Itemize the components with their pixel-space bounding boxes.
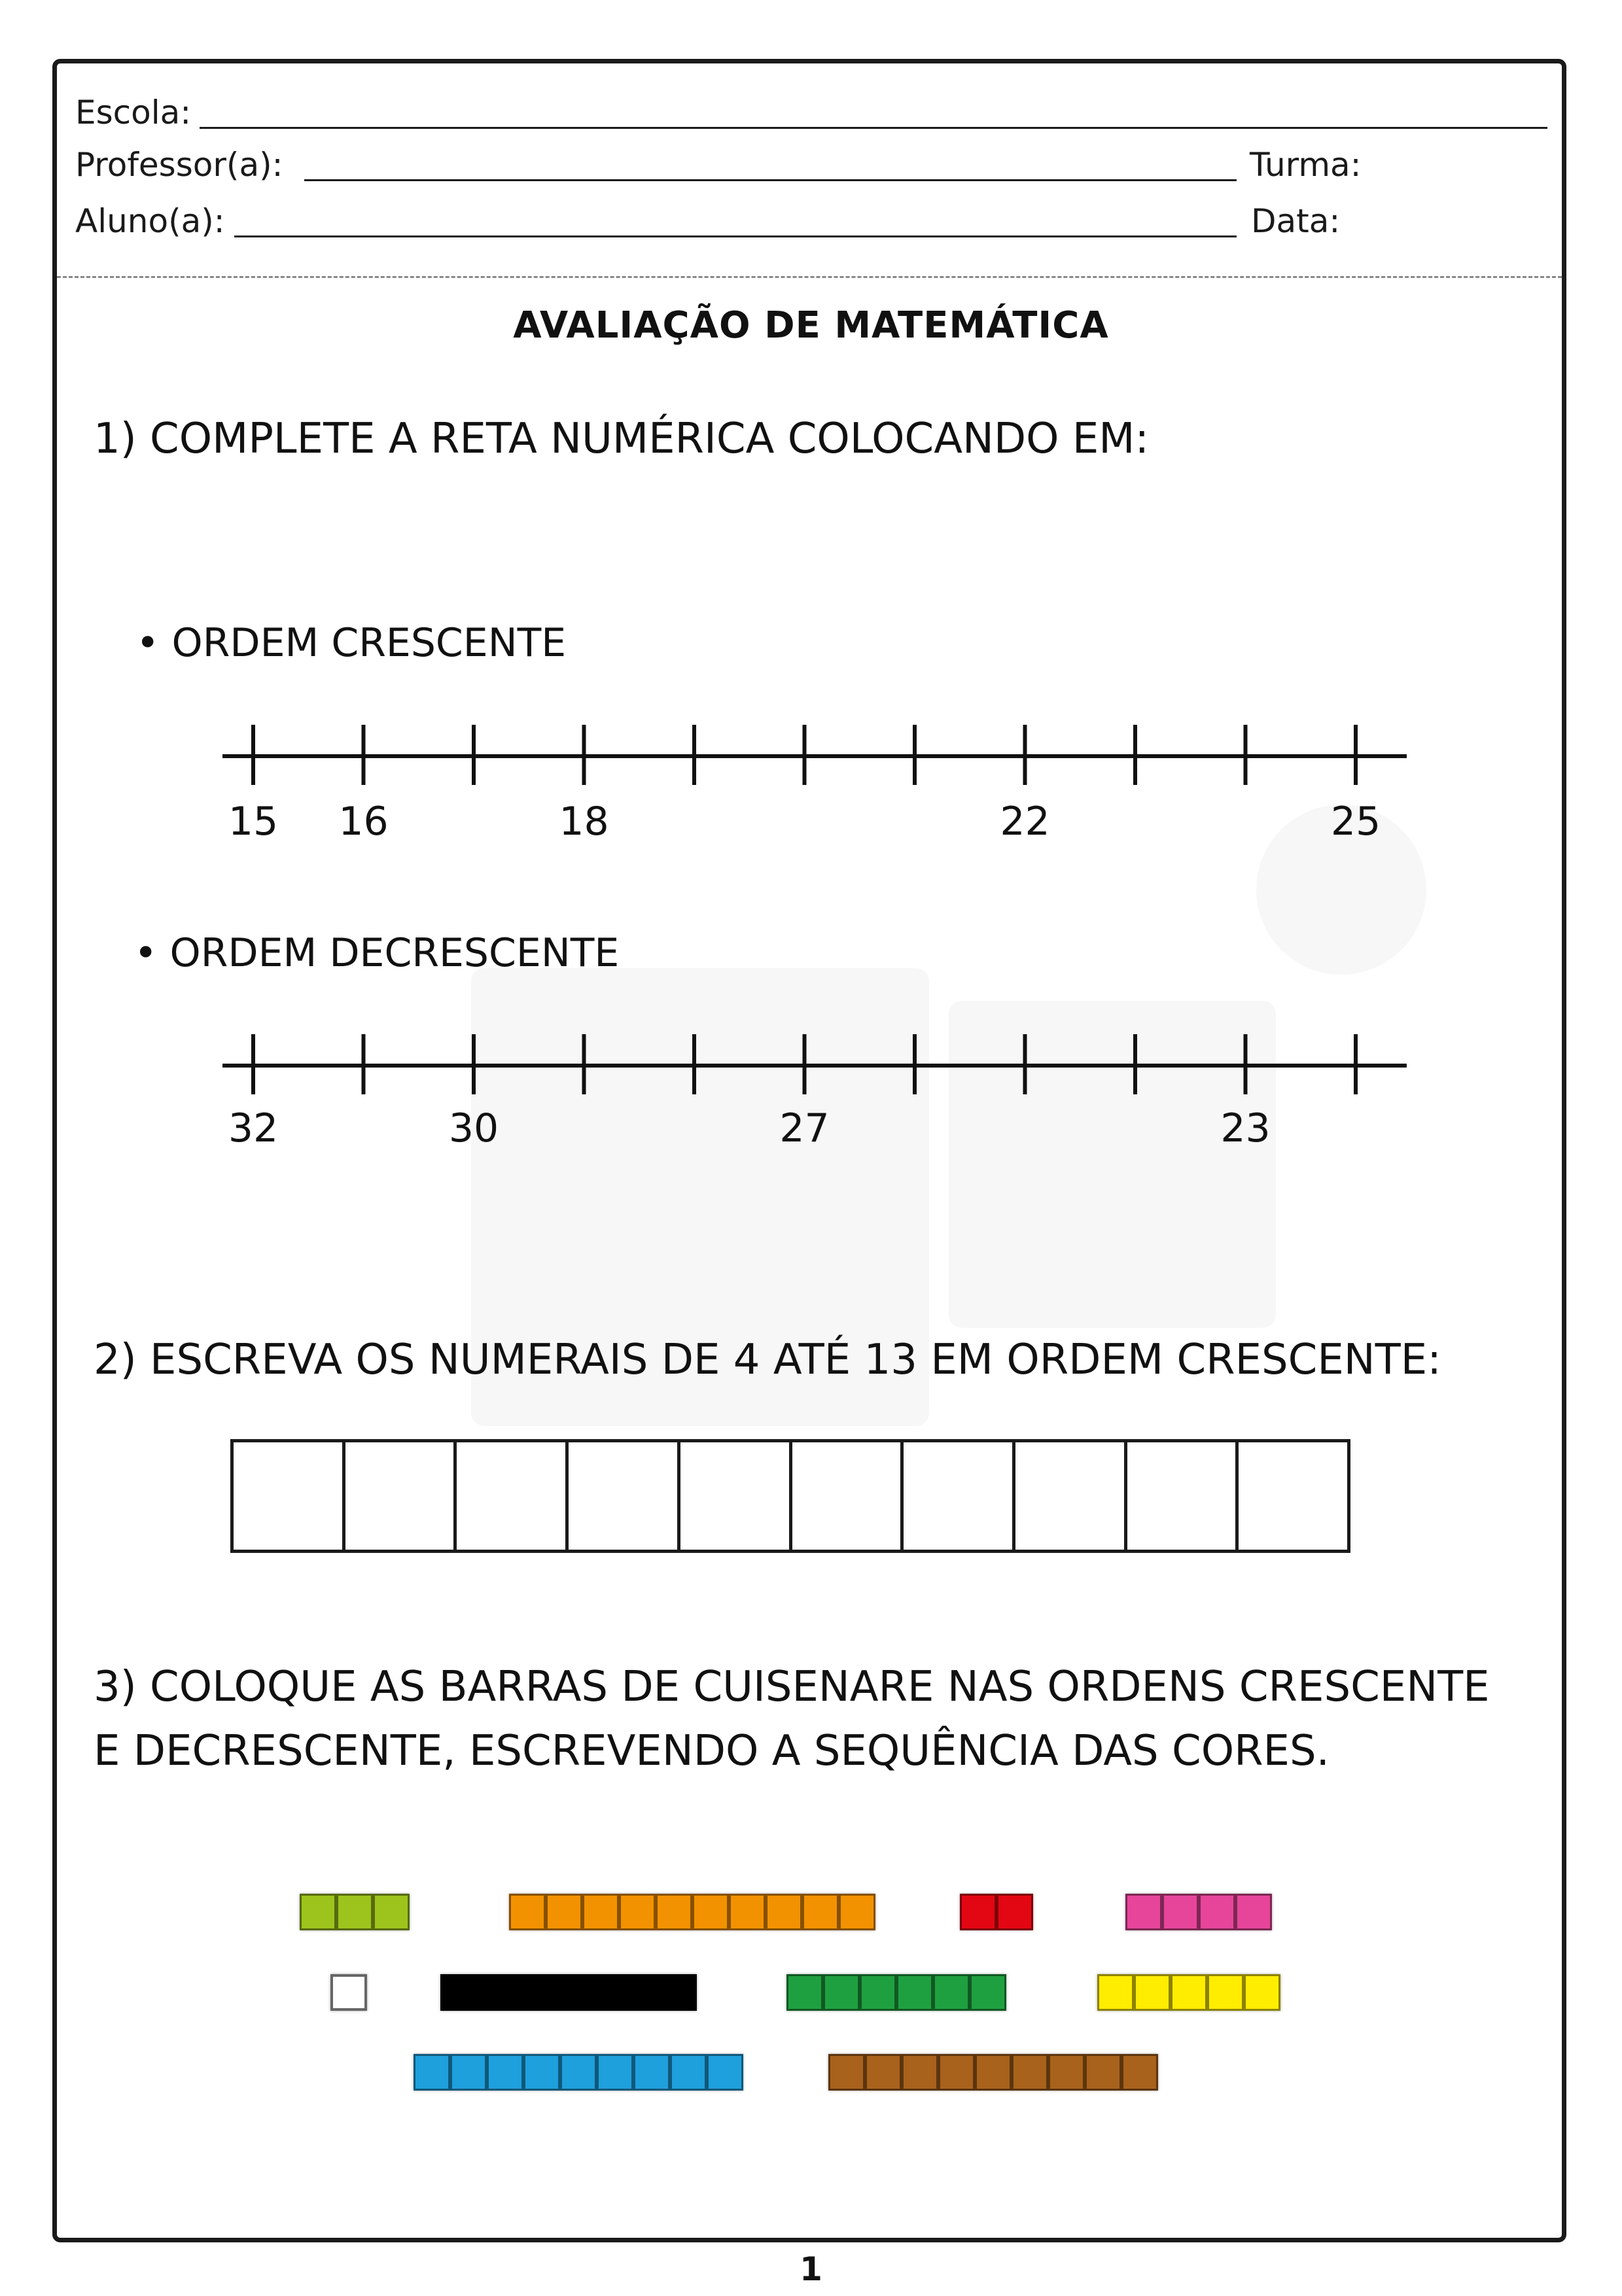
teacher-label: Professor(a): bbox=[75, 146, 283, 184]
light-green-bar bbox=[300, 1894, 410, 1930]
bar-unit bbox=[1207, 1974, 1244, 2011]
bar-unit bbox=[1097, 1974, 1134, 2011]
tick-label: 30 bbox=[448, 1105, 499, 1151]
bar-unit bbox=[1171, 1974, 1207, 2011]
bar-unit bbox=[300, 1894, 336, 1930]
bar-unit bbox=[766, 1894, 802, 1930]
bar-unit bbox=[487, 2054, 523, 2091]
pink-bar bbox=[1125, 1894, 1272, 1930]
bar-unit bbox=[336, 1894, 373, 1930]
bar-unit bbox=[514, 1974, 550, 2011]
bar-unit bbox=[938, 2054, 975, 2091]
blank-number-slot[interactable] bbox=[325, 1105, 403, 1155]
tick-label: 18 bbox=[559, 799, 609, 844]
tick-label: 32 bbox=[228, 1105, 279, 1151]
bar-unit bbox=[839, 1894, 875, 1930]
answer-box[interactable] bbox=[234, 1442, 345, 1550]
student-blank[interactable] bbox=[234, 235, 1237, 237]
bar-unit bbox=[560, 2054, 597, 2091]
bar-unit bbox=[1121, 2054, 1158, 2091]
header-divider bbox=[57, 276, 1562, 278]
bar-unit bbox=[729, 1894, 766, 1930]
bar-unit bbox=[1235, 1894, 1272, 1930]
blank-number-slot[interactable] bbox=[986, 1105, 1065, 1155]
blank-number-slot[interactable] bbox=[875, 1105, 954, 1155]
bar-unit bbox=[1085, 2054, 1121, 2091]
teacher-blank[interactable] bbox=[304, 179, 1237, 181]
question-1-text: 1) COMPLETE A RETA NUMÉRICA COLOCANDO EM: bbox=[94, 415, 1150, 463]
number-line-ascending bbox=[216, 720, 1413, 850]
bar-unit bbox=[582, 1894, 619, 1930]
tick-label: 25 bbox=[1330, 799, 1381, 844]
bar-unit bbox=[656, 1894, 692, 1930]
descending-label: • ORDEM DECRESCENTE bbox=[134, 930, 620, 976]
bar-unit bbox=[1162, 1894, 1199, 1930]
date-label: Data: bbox=[1251, 202, 1341, 240]
answer-box[interactable] bbox=[904, 1442, 1015, 1550]
orange-bar bbox=[509, 1894, 875, 1930]
bar-unit bbox=[660, 1974, 697, 2011]
answer-box[interactable] bbox=[1127, 1442, 1239, 1550]
answer-box[interactable] bbox=[1239, 1442, 1347, 1550]
bar-unit bbox=[970, 1974, 1006, 2011]
bar-unit bbox=[802, 1894, 839, 1930]
tick-label: 15 bbox=[228, 799, 279, 844]
bar-unit bbox=[692, 1894, 729, 1930]
bar-unit bbox=[597, 2054, 633, 2091]
bar-unit bbox=[1199, 1894, 1235, 1930]
blank-number-slot[interactable] bbox=[1207, 799, 1285, 848]
bar-unit bbox=[619, 1894, 656, 1930]
question-3-line-1: 3) COLOQUE AS BARRAS DE CUISENARE NAS ORDENS CRESCENTE bbox=[94, 1663, 1490, 1711]
bar-unit bbox=[450, 2054, 487, 2091]
bar-unit bbox=[546, 1894, 582, 1930]
blank-number-slot[interactable] bbox=[655, 799, 733, 848]
white-bar bbox=[330, 1974, 367, 2011]
bar-unit bbox=[860, 1974, 896, 2011]
bar-unit bbox=[523, 2054, 560, 2091]
blank-number-slot[interactable] bbox=[1096, 1105, 1174, 1155]
black-bar bbox=[440, 1974, 697, 2011]
tick-label: 16 bbox=[338, 799, 389, 844]
bar-unit bbox=[1125, 1894, 1162, 1930]
answer-box[interactable] bbox=[569, 1442, 680, 1550]
answer-grid bbox=[230, 1439, 1350, 1553]
brown-bar bbox=[828, 2054, 1158, 2091]
school-label: Escola: bbox=[75, 94, 192, 131]
student-label: Aluno(a): bbox=[75, 202, 225, 240]
blue-bar bbox=[414, 2054, 743, 2091]
bar-unit bbox=[373, 1894, 410, 1930]
blank-number-slot[interactable] bbox=[434, 799, 513, 848]
bar-unit bbox=[414, 2054, 450, 2091]
bar-unit bbox=[587, 1974, 624, 2011]
class-label: Turma: bbox=[1250, 146, 1362, 184]
page-number: 1 bbox=[800, 2250, 822, 2288]
tick-label: 27 bbox=[779, 1105, 830, 1151]
red-bar bbox=[960, 1894, 1033, 1930]
bar-unit bbox=[707, 2054, 743, 2091]
bar-unit bbox=[933, 1974, 970, 2011]
bar-unit bbox=[865, 2054, 902, 2091]
blank-number-slot[interactable] bbox=[875, 799, 954, 848]
bar-unit bbox=[477, 1974, 514, 2011]
page-title: AVALIAÇÃO DE MATEMÁTICA bbox=[513, 304, 1109, 347]
blank-number-slot[interactable] bbox=[1096, 799, 1174, 848]
bar-unit bbox=[1048, 2054, 1085, 2091]
bar-unit bbox=[896, 1974, 933, 2011]
blank-number-slot[interactable] bbox=[1316, 1105, 1395, 1155]
number-line-descending bbox=[216, 1029, 1413, 1160]
bar-unit bbox=[440, 1974, 477, 2011]
bar-unit bbox=[975, 2054, 1012, 2091]
yellow-bar bbox=[1097, 1974, 1280, 2011]
question-2-text: 2) ESCREVA OS NUMERAIS DE 4 ATÉ 13 EM ORDEM CRESCENTE: bbox=[94, 1336, 1441, 1384]
dark-green-bar bbox=[786, 1974, 1006, 2011]
bar-unit bbox=[786, 1974, 823, 2011]
answer-box[interactable] bbox=[457, 1442, 569, 1550]
ascending-label: • ORDEM CRESCENTE bbox=[136, 620, 567, 666]
bar-unit bbox=[828, 2054, 865, 2091]
bar-unit bbox=[509, 1894, 546, 1930]
bar-unit bbox=[823, 1974, 860, 2011]
blank-number-slot[interactable] bbox=[545, 1105, 624, 1155]
bar-unit bbox=[1012, 2054, 1048, 2091]
bar-unit bbox=[330, 1974, 367, 2011]
bar-unit bbox=[670, 2054, 707, 2091]
bar-unit bbox=[1134, 1974, 1171, 2011]
answer-box[interactable] bbox=[792, 1442, 904, 1550]
blank-number-slot[interactable] bbox=[766, 799, 844, 848]
tick-label: 23 bbox=[1220, 1105, 1271, 1151]
blank-number-slot[interactable] bbox=[655, 1105, 733, 1155]
school-blank[interactable] bbox=[200, 127, 1547, 129]
bar-unit bbox=[624, 1974, 660, 2011]
answer-box[interactable] bbox=[1015, 1442, 1127, 1550]
bar-unit bbox=[550, 1974, 587, 2011]
bar-unit bbox=[960, 1894, 996, 1930]
bar-unit bbox=[633, 2054, 670, 2091]
answer-box[interactable] bbox=[680, 1442, 792, 1550]
question-3-line-2: E DECRESCENTE, ESCREVENDO A SEQUÊNCIA DAS CORES. bbox=[94, 1727, 1330, 1775]
bar-unit bbox=[902, 2054, 938, 2091]
answer-box[interactable] bbox=[345, 1442, 457, 1550]
tick-label: 22 bbox=[1000, 799, 1050, 844]
bar-unit bbox=[1244, 1974, 1280, 2011]
bar-unit bbox=[996, 1894, 1033, 1930]
